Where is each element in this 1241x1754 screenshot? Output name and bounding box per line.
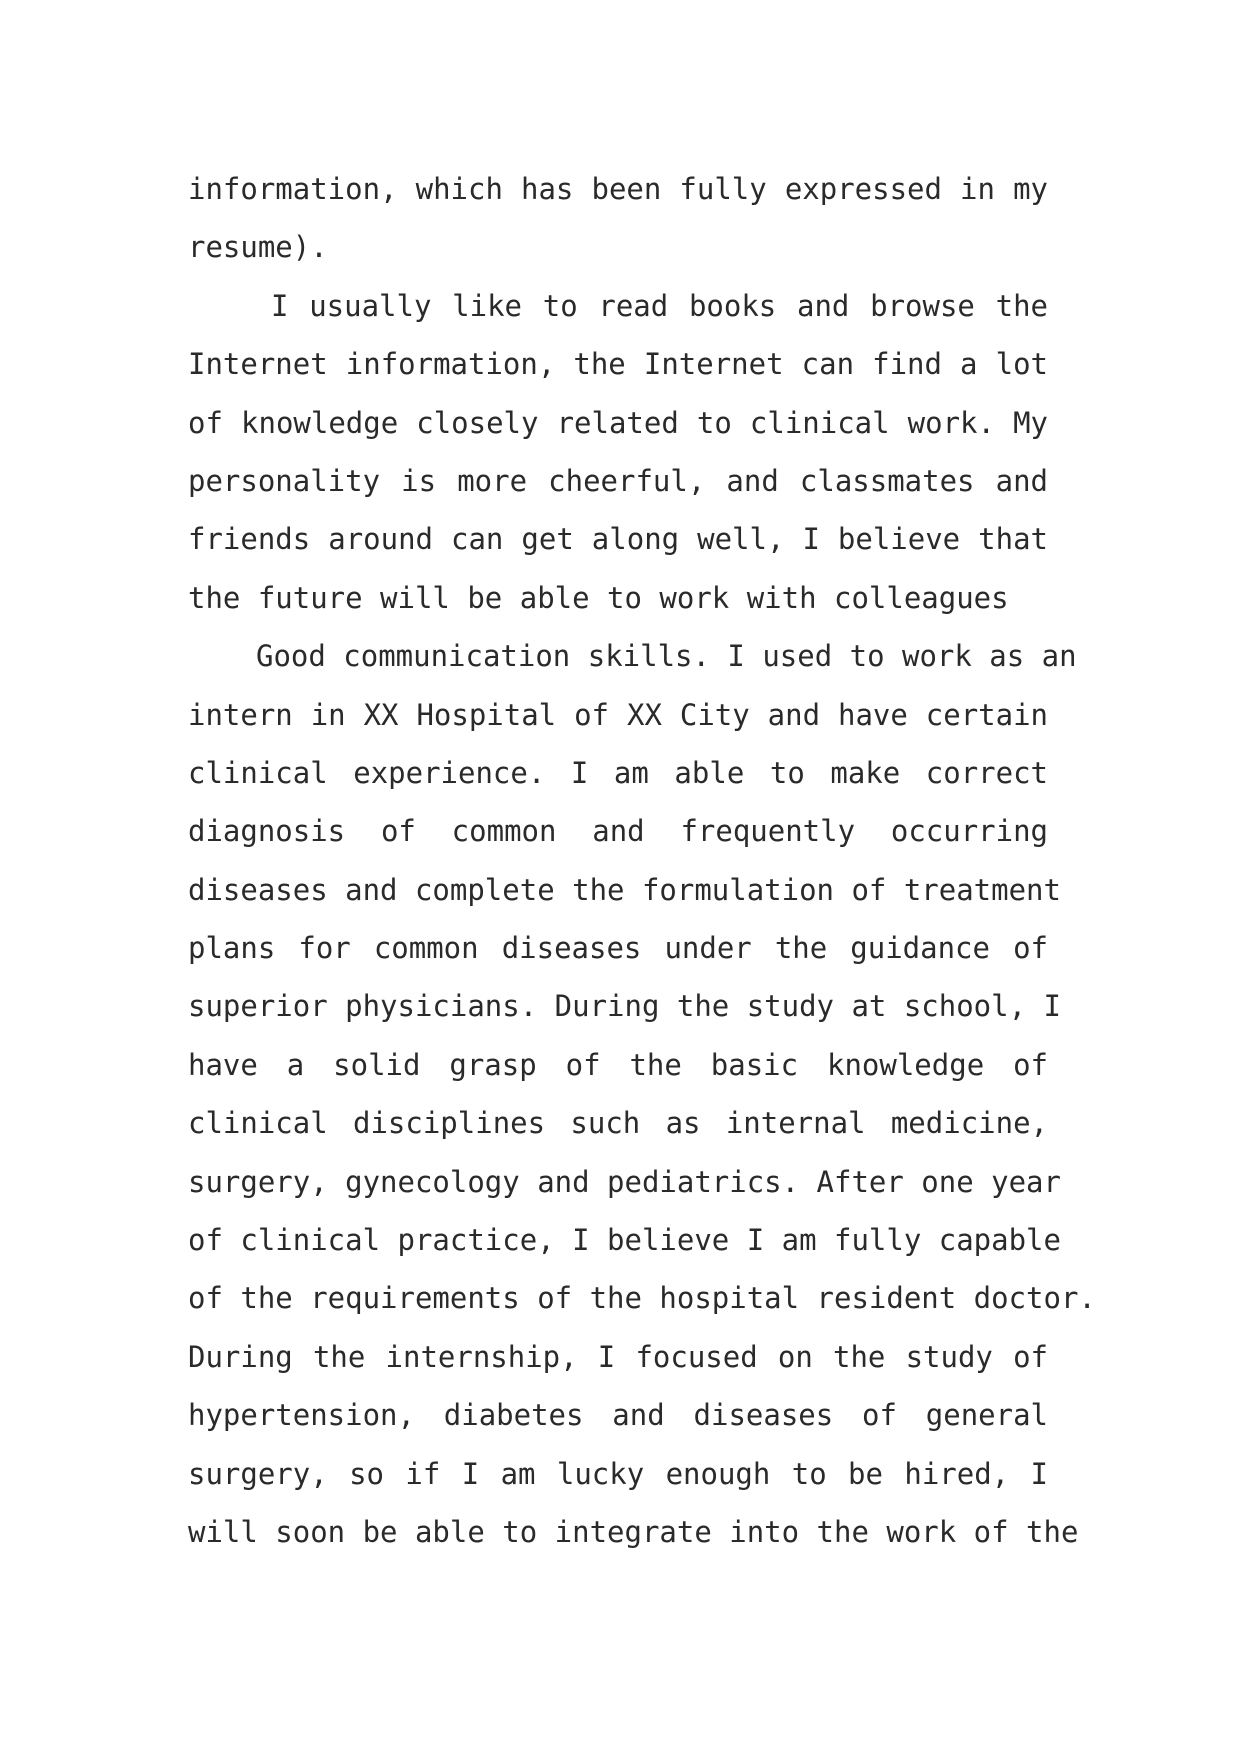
text-line: Good communication skills. I used to work as an bbox=[256, 639, 1077, 674]
text-line: personality is more cheerful, and classmates and bbox=[188, 463, 1048, 498]
text-line: information, which has been fully expressed in my bbox=[188, 172, 1048, 206]
text-line: of clinical practice, I believe I am fully capable bbox=[188, 1223, 1061, 1258]
text-line: clinical disciplines such as internal medicine, bbox=[188, 1106, 1048, 1141]
text-line: hypertension, diabetes and diseases of general bbox=[188, 1398, 1048, 1433]
text-line: have a solid grasp of the basic knowledge of bbox=[188, 1047, 1048, 1082]
body-text bbox=[188, 160, 1096, 1561]
text-line: plans for common diseases under the guidance of bbox=[188, 931, 1048, 966]
text-line: resume). bbox=[188, 230, 328, 265]
text-line: During the internship, I focused on the study of bbox=[188, 1339, 1048, 1374]
text-line: of knowledge closely related to clinical work. My bbox=[188, 405, 1048, 440]
text-line: diagnosis of common and frequently occurring bbox=[188, 814, 1048, 849]
text-line: of the requirements of the hospital resident doctor. bbox=[188, 1281, 1096, 1316]
text-line: superior physicians. During the study at school, I bbox=[188, 989, 1061, 1024]
text-line: diseases and complete the formulation of treatment bbox=[188, 872, 1061, 907]
text-line: intern in XX Hospital of XX City and have certain bbox=[188, 697, 1048, 732]
text-line: Internet information, the Internet can find a lot bbox=[188, 347, 1048, 382]
text-line: surgery, so if I am lucky enough to be hired, I bbox=[188, 1456, 1048, 1491]
text-line: I usually like to read books and browse the bbox=[271, 288, 1048, 323]
text-line: clinical experience. I am able to make correct bbox=[188, 755, 1048, 790]
text-line: friends around can get along well, I believe that bbox=[188, 522, 1048, 557]
text-line: surgery, gynecology and pediatrics. After one year bbox=[188, 1164, 1061, 1199]
text-line: will soon be able to integrate into the work of the bbox=[188, 1514, 1079, 1549]
text-line: the future will be able to work with colleagues bbox=[188, 580, 1009, 615]
